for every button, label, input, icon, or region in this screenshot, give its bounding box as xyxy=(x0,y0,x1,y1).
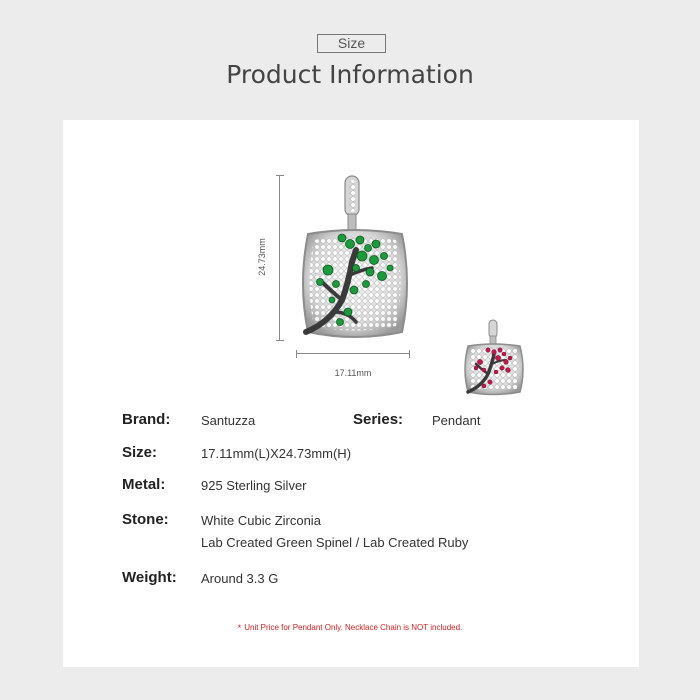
brand-value: Santuzza xyxy=(201,413,256,428)
series-value: Pendant xyxy=(432,413,481,428)
weight-value: Around 3.3 G xyxy=(201,571,279,586)
green-pendant-image xyxy=(290,172,420,350)
metal-value: 925 Sterling Silver xyxy=(201,478,307,493)
height-dimension-line xyxy=(276,175,284,341)
size-label: Size: xyxy=(122,444,158,461)
brand-label: Brand: xyxy=(122,411,171,428)
size-tag: Size xyxy=(317,34,386,53)
footnote-text: Unit Price for Pendant Only. Necklace Chain is NOT included. xyxy=(244,623,463,632)
stone-value-2: Lab Created Green Spinel / Lab Created Ruby xyxy=(201,535,469,550)
stone-label: Stone: xyxy=(122,511,169,528)
metal-label: Metal: xyxy=(122,476,166,493)
height-dimension-label: 24.73mm xyxy=(257,238,267,276)
size-value: 17.11mm(L)X24.73mm(H) xyxy=(201,446,352,461)
footnote-star: * xyxy=(237,623,242,633)
weight-label: Weight: xyxy=(122,569,177,586)
series-label: Series: xyxy=(353,411,404,428)
page-title: Product Information xyxy=(226,60,474,89)
footnote xyxy=(0,623,700,633)
width-dimension-line xyxy=(296,350,410,358)
width-dimension-label: 17.11mm xyxy=(334,368,372,378)
stone-value-1: White Cubic Zirconia xyxy=(201,513,321,528)
red-pendant-image xyxy=(458,318,534,398)
